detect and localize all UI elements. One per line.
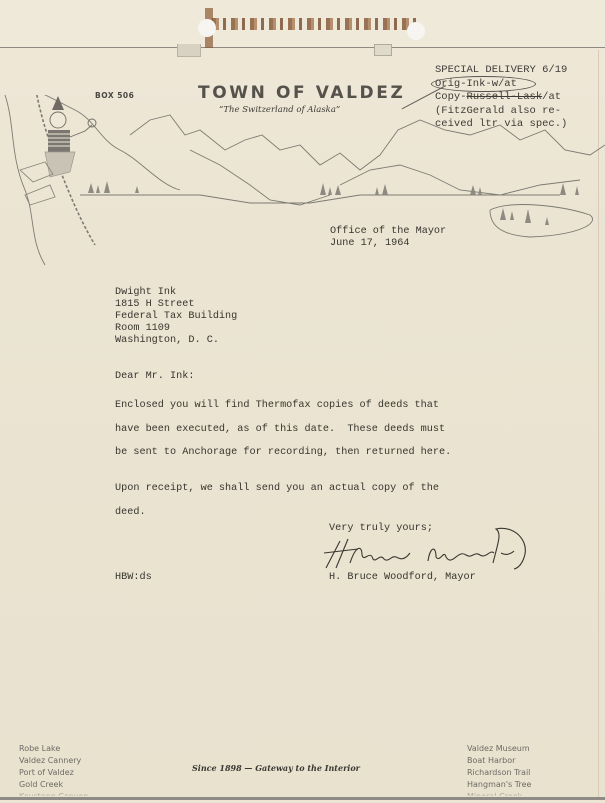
office-name: Office of the Mayor bbox=[330, 226, 447, 237]
footer-left-item: Port of Valdez bbox=[19, 768, 74, 777]
typist-initials: HBW:ds bbox=[115, 572, 152, 583]
body-line: Upon receipt, we shall send you an actual copy of the bbox=[115, 483, 440, 494]
rust-stain bbox=[212, 18, 417, 30]
signer-name: H. Bruce Woodford, Mayor bbox=[329, 572, 476, 583]
recipient-name: Dwight Ink bbox=[115, 287, 177, 298]
recipient-address bbox=[115, 287, 237, 347]
note-line-2: Orig-Ink-w/at bbox=[435, 77, 517, 90]
letterhead-title: TOWN OF VALDEZ bbox=[198, 83, 406, 103]
footer-right-item: Valdez Museum bbox=[467, 744, 530, 753]
body-line: be sent to Anchorage for recording, then returned here. bbox=[115, 447, 452, 458]
note-line-3-suffix: /at bbox=[542, 91, 562, 103]
footer-right-list bbox=[467, 743, 531, 803]
note-line-3-prefix: Copy- bbox=[435, 91, 467, 103]
body-line: Enclosed you will find Thermofax copies of deeds that bbox=[115, 400, 440, 411]
body-paragraph-2 bbox=[115, 477, 439, 524]
recipient-city: Washington, D. C. bbox=[115, 335, 219, 346]
recipient-street: 1815 H Street bbox=[115, 299, 195, 310]
footer-right-item: Boat Harbor bbox=[467, 756, 516, 765]
letterhead-motto: “The Switzerland of Alaska” bbox=[219, 105, 341, 115]
footer-right-item: Hangman's Tree bbox=[467, 780, 532, 789]
po-box: BOX 506 bbox=[95, 91, 135, 100]
office-block bbox=[330, 226, 446, 250]
salutation: Dear Mr. Ink: bbox=[115, 371, 195, 382]
footer-left-item: Gold Creek bbox=[19, 780, 64, 789]
circled-annotation bbox=[431, 76, 536, 92]
footer-right-item: Richardson Trail bbox=[467, 768, 531, 777]
body-paragraph-1 bbox=[115, 394, 451, 465]
note-line-5: ceived ltr via spec.) bbox=[435, 118, 568, 130]
special-delivery-note bbox=[435, 64, 567, 132]
folder-stamp bbox=[374, 44, 392, 56]
body-line: have been executed, as of this date. These deeds must bbox=[115, 423, 446, 435]
recipient-building: Federal Tax Building bbox=[115, 311, 238, 322]
footer-left-item: Robe Lake bbox=[19, 744, 61, 753]
footer-left-list bbox=[19, 743, 89, 803]
climber-figure bbox=[20, 96, 96, 205]
punch-hole-right bbox=[407, 22, 425, 40]
note-line-1: SPECIAL DELIVERY 6/19 bbox=[435, 64, 568, 76]
body-line: deed. bbox=[115, 506, 146, 518]
letter-date: June 17, 1964 bbox=[330, 238, 410, 249]
footer-tagline: Since 1898 — Gateway to the Interior bbox=[192, 763, 360, 773]
folder-tab bbox=[177, 44, 201, 57]
note-line-3-struck: Russell-Lask bbox=[466, 91, 543, 103]
recipient-room: Room 1109 bbox=[115, 323, 171, 334]
closing: Very truly yours; bbox=[329, 523, 433, 534]
footer-left-item: Valdez Cannery bbox=[19, 756, 82, 765]
punch-hole-left bbox=[198, 19, 216, 37]
note-line-4: (FitzGerald also re- bbox=[435, 104, 562, 117]
